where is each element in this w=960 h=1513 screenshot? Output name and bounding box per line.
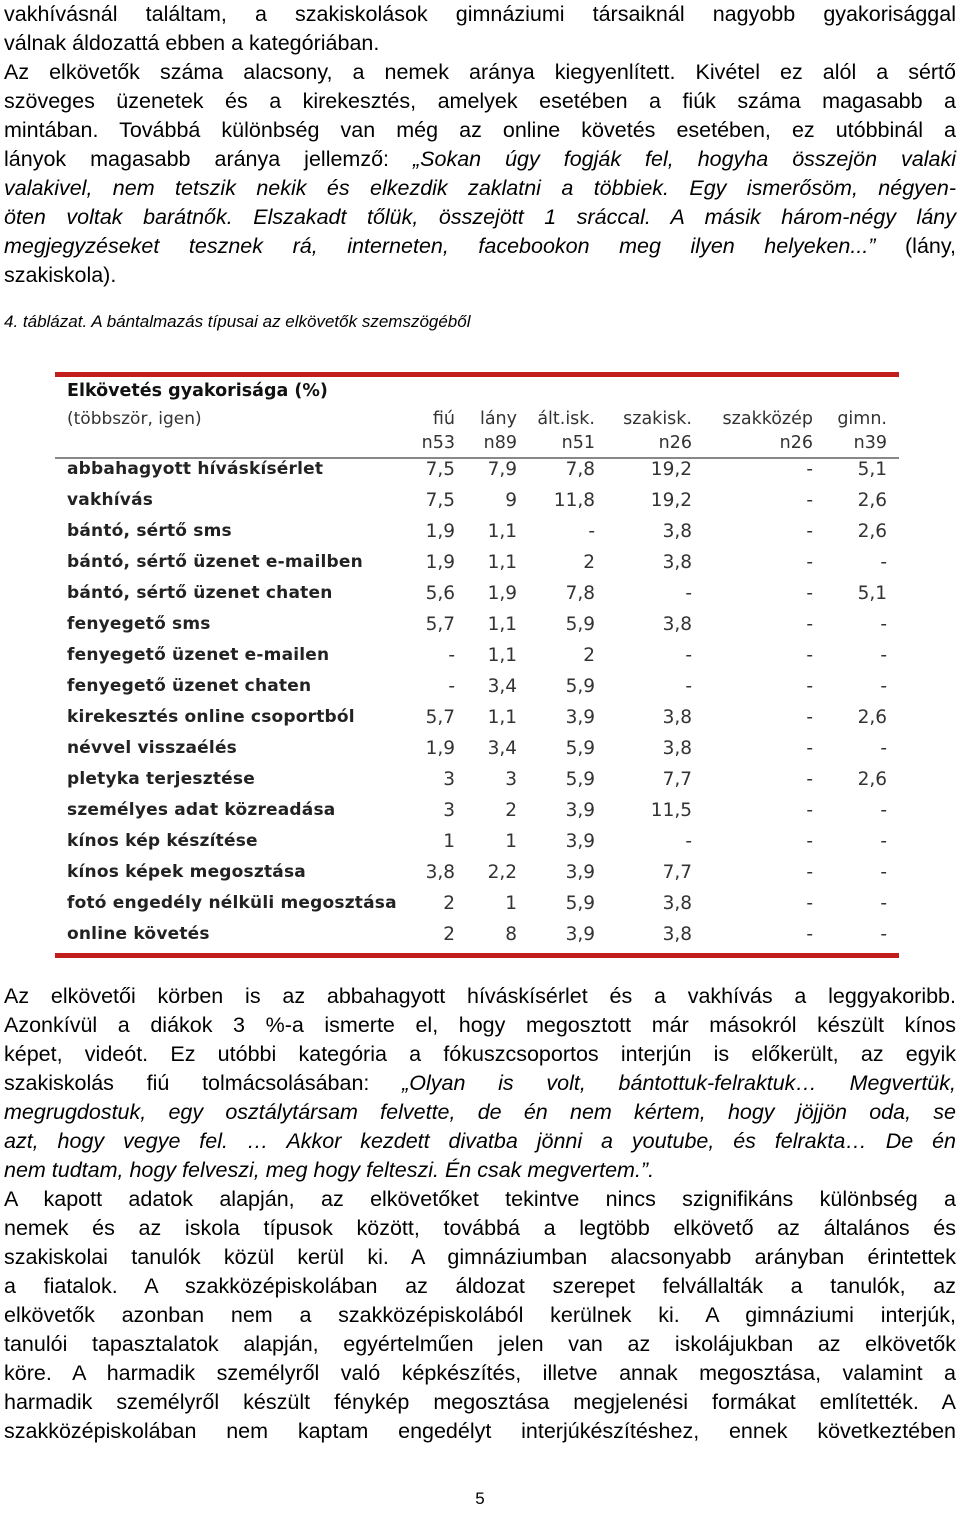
table-cell: 2 (443, 893, 455, 914)
row-label: bántó, sértő üzenet e-mailben (67, 552, 363, 572)
table-cell: 7,7 (662, 862, 692, 883)
table-cell: 8 (505, 924, 517, 945)
text-line (4, 1185, 956, 1214)
table-cell: - (448, 676, 455, 697)
text-run: „Olyan is volt, bántottuk-felraktuk… Megvertük, (402, 1071, 956, 1095)
text-run: nemek és az iskola típusok között, továbbá a legtöbb elkövető az általános és (4, 1216, 956, 1240)
table-cell: 1 (505, 831, 517, 852)
table-cell: 1,1 (487, 645, 517, 666)
table-cell: 2,6 (857, 769, 887, 790)
table-cell: 1 (443, 831, 455, 852)
text-run: tanulói tapasztalatok alapján, egyértelműen jelen van az iskolájukban az elkövetők (4, 1332, 956, 1356)
text-run: mintában. Továbbá különbség van még az online követés esetében, ez utóbbinál a (4, 118, 956, 142)
table-cell: 2,6 (857, 707, 887, 728)
table-cell: - (880, 552, 887, 573)
text-line (4, 1098, 956, 1127)
column-header: ált.isk. (537, 409, 595, 429)
table-cell: - (806, 800, 813, 821)
table-cell: - (880, 800, 887, 821)
text-run: képet, videót. Ez utóbbi kategória a fókuszcsoportos interjún is előkerült, az egyik (4, 1042, 956, 1066)
text-run: valakivel, nem tetszik nekik és elkezdik zaklatni a többiek. Egy ismerősöm, négyen- (4, 176, 956, 200)
column-n: n51 (561, 433, 595, 453)
table-cell: 3 (505, 769, 517, 790)
table-cell: - (880, 645, 887, 666)
table-cell: 1,9 (487, 583, 517, 604)
text-line (4, 1417, 956, 1446)
text-run: szakiskola). (4, 263, 117, 287)
table-cell: - (806, 893, 813, 914)
table-cell: - (806, 490, 813, 511)
table-cell: - (880, 738, 887, 759)
text-run: köre. A harmadik személyről való képkészítés, illetve annak megosztása, valamint a (4, 1361, 956, 1385)
table-cell: 1,9 (425, 552, 455, 573)
table-cell: - (806, 459, 813, 480)
table-cell: 3,8 (662, 738, 692, 759)
column-n: n26 (779, 433, 813, 453)
text-line (4, 29, 956, 58)
table-cell: 1,1 (487, 614, 517, 635)
table-cell: 5,9 (565, 614, 595, 635)
text-run: megrugdostuk, egy osztálytársam felvette, de én nem kértem, hogy jöjjön oda, se (4, 1100, 956, 1124)
data-table (55, 372, 899, 958)
text-line (4, 1156, 956, 1185)
table-cell: 5,1 (857, 459, 887, 480)
text-run: öten voltak barátnők. Elszakadt tőlük, összejött 1 sráccal. A másik három-négy lány (4, 205, 956, 229)
table-cell: - (685, 676, 692, 697)
table-cell: - (806, 583, 813, 604)
table-cell: 3,8 (662, 924, 692, 945)
table-cell: 1,9 (425, 738, 455, 759)
column-n: n26 (658, 433, 692, 453)
table-cell: 19,2 (650, 459, 692, 480)
row-label: pletyka terjesztése (67, 769, 255, 789)
row-label: személyes adat közreadása (67, 800, 336, 820)
table-row (55, 890, 899, 921)
table-cell: - (880, 676, 887, 697)
text-line (4, 145, 956, 174)
text-run: megjegyzéseket tesznek rá, interneten, facebookon meg ilyen helyeken...” (4, 234, 906, 258)
text-line (4, 174, 956, 203)
table-cell: - (806, 676, 813, 697)
table-row (55, 580, 899, 611)
text-line (4, 261, 956, 290)
page-number: 5 (475, 1489, 485, 1508)
column-header: lány (479, 409, 517, 429)
text-line (4, 982, 956, 1011)
table-cell: 3,9 (565, 800, 595, 821)
text-run: Az elkövetők száma alacsony, a nemek aránya kiegyenlített. Kivétel ez alól a sértő (4, 60, 956, 84)
table-cell: 5,9 (565, 893, 595, 914)
text-line (4, 1272, 956, 1301)
table-row (55, 921, 899, 952)
text-run: lányok magasabb aránya jellemző: (4, 147, 413, 171)
table-cell: 5,1 (857, 583, 887, 604)
text-line (4, 1214, 956, 1243)
table-cell: - (806, 924, 813, 945)
column-header: fiú (432, 409, 455, 429)
table-cell: 5,9 (565, 738, 595, 759)
table-cell: - (685, 645, 692, 666)
table-cell: 3,9 (565, 924, 595, 945)
table-cell: - (880, 924, 887, 945)
text-run: elkövetők azonban nem a szakközépiskolából kerülnek ki. A gimnáziumi interjúk, (4, 1303, 956, 1327)
table-cell: 5,9 (565, 676, 595, 697)
table-cell: - (806, 831, 813, 852)
table-cell: 2 (583, 645, 595, 666)
row-label: abbahagyott híváskísérlet (67, 459, 324, 479)
row-label: fenyegető üzenet chaten (67, 676, 312, 696)
table-cell: 19,2 (650, 490, 692, 511)
table-cell: 3,8 (425, 862, 455, 883)
row-label: vakhívás (67, 490, 154, 510)
text-run: azt, hogy vegye fel. … Akkor kezdett divatba jönni a youtube, és felrakta… De én (4, 1129, 956, 1153)
row-label: névvel visszaélés (67, 738, 237, 758)
table-row (55, 487, 899, 518)
table-cell: 11,8 (553, 490, 595, 511)
table-cell: 3,9 (565, 862, 595, 883)
table-cell: - (685, 831, 692, 852)
table-row (55, 735, 899, 766)
table-cell: 5,6 (425, 583, 455, 604)
table-row (55, 859, 899, 890)
text-run: Azonkívül a diákok 3 %-a ismerte el, hogy megosztott már másokról készült kínos (4, 1013, 956, 1037)
table-cell: 3,8 (662, 707, 692, 728)
text-line (4, 1011, 956, 1040)
table-row (55, 611, 899, 642)
text-line (4, 1127, 956, 1156)
table-cell: 7,5 (425, 490, 455, 511)
row-label: fotó engedély nélküli megosztása (67, 893, 397, 913)
table-cell: - (806, 645, 813, 666)
row-label: kínos képek megosztása (67, 862, 306, 882)
text-line (4, 87, 956, 116)
text-run: nem tudtam, hogy felveszi, meg hogy felteszi. Én csak megvertem.”. (4, 1158, 655, 1182)
column-n: n39 (853, 433, 887, 453)
table-cell: 7,5 (425, 459, 455, 480)
text-line (4, 1069, 956, 1098)
table-cell: - (588, 521, 595, 542)
table-cell: - (880, 862, 887, 883)
text-run: a fiatalok. A szakközépiskolában az áldozat szerepet felvállalták a tanulók, az (4, 1274, 956, 1298)
table-cell: 3,4 (487, 676, 517, 697)
text-line (4, 58, 956, 87)
table-cell: 7,8 (565, 583, 595, 604)
table-cell: 5,7 (425, 707, 455, 728)
table-top-border (55, 372, 899, 377)
table-row (55, 642, 899, 673)
text-line (4, 116, 956, 145)
text-run: Az elkövetői körben is az abbahagyott híváskísérlet és a vakhívás a leggyakoribb. (4, 984, 956, 1008)
table-bottom-border (55, 953, 899, 958)
table-cell: 3,9 (565, 707, 595, 728)
column-n: n53 (421, 433, 455, 453)
table-cell: 3,8 (662, 614, 692, 635)
column-n: n89 (483, 433, 517, 453)
table-cell: 2 (505, 800, 517, 821)
text-line (4, 0, 956, 29)
table-row (55, 673, 899, 704)
table-cell: 2,6 (857, 521, 887, 542)
table-cell: 2 (443, 924, 455, 945)
table-cell: - (880, 614, 887, 635)
table-row (55, 518, 899, 549)
table-cell: 1 (505, 893, 517, 914)
table-cell: 3 (443, 800, 455, 821)
table-cell: - (806, 769, 813, 790)
table-row (55, 704, 899, 735)
table-subtitle: (többször, igen) (67, 409, 202, 429)
column-header: gimn. (837, 409, 887, 429)
row-label: kirekesztés online csoportból (67, 707, 355, 727)
table-cell: - (806, 707, 813, 728)
text-run: A kapott adatok alapján, az elkövetőket tekintve nincs szignifikáns különbség a (4, 1187, 956, 1211)
paragraph-1 (4, 0, 956, 290)
text-line (4, 1330, 956, 1359)
table-cell: 5,9 (565, 769, 595, 790)
row-label: kínos kép készítése (67, 831, 258, 851)
row-label: online követés (67, 924, 210, 944)
text-run: szöveges üzenetek és a kirekesztés, amelyek esetében a fiúk száma magasabb a (4, 89, 956, 113)
table-cell: 3,9 (565, 831, 595, 852)
table-cell: 1,1 (487, 521, 517, 542)
table-cell: 3 (443, 769, 455, 790)
table-cell: 3,8 (662, 552, 692, 573)
text-line (4, 1040, 956, 1069)
table-cell: 9 (505, 490, 517, 511)
table-cell: - (806, 738, 813, 759)
table-cell: - (806, 521, 813, 542)
row-label: fenyegető üzenet e-mailen (67, 645, 330, 665)
table-cell: 1,1 (487, 552, 517, 573)
table-cell: - (880, 893, 887, 914)
text-run: „Sokan úgy fogják fel, hogyha összejön valaki (413, 147, 956, 171)
table-cell: - (880, 831, 887, 852)
table-cell: - (806, 862, 813, 883)
table-cell: 5,7 (425, 614, 455, 635)
table-cell: 7,9 (487, 459, 517, 480)
table-cell: 2,6 (857, 490, 887, 511)
table-cell: - (806, 614, 813, 635)
text-run: (lány, (905, 234, 956, 258)
paragraph-2 (4, 982, 956, 1446)
table-cell: 1,1 (487, 707, 517, 728)
text-line (4, 1388, 956, 1417)
text-run: harmadik személyről készült fénykép megosztása megjelenési formákat említették. A (4, 1390, 956, 1414)
table-cell: 2 (583, 552, 595, 573)
text-run: vakhívásnál találtam, a szakiskolások gimnáziumi társaiknál nagyobb gyakorisággal (4, 2, 956, 26)
table-row (55, 456, 899, 487)
table-title: Elkövetés gyakorisága (%) (67, 381, 328, 401)
row-label: bántó, sértő üzenet chaten (67, 583, 333, 603)
text-run: válnak áldozattá ebben a kategóriában. (4, 31, 380, 55)
table-cell: 3,8 (662, 521, 692, 542)
table-cell: 2,2 (487, 862, 517, 883)
text-line (4, 1359, 956, 1388)
text-run: szakiskolai tanulók közül kerül ki. A gimnáziumban alacsonyabb arányban érintettek (4, 1245, 956, 1269)
table-cell: 3,4 (487, 738, 517, 759)
text-line (4, 1243, 956, 1272)
column-header: szakisk. (623, 409, 692, 429)
table-row (55, 797, 899, 828)
text-line (4, 232, 956, 261)
table-cell: 1,9 (425, 521, 455, 542)
text-run: szakiskolás fiú tolmácsolásában: (4, 1071, 403, 1095)
table-cell: 7,8 (565, 459, 595, 480)
text-line (4, 1301, 956, 1330)
table-row (55, 766, 899, 797)
table-cell: 7,7 (662, 769, 692, 790)
table-cell: - (685, 583, 692, 604)
table-row (55, 828, 899, 859)
row-label: bántó, sértő sms (67, 521, 232, 541)
table-row (55, 549, 899, 580)
column-header: szakközép (722, 409, 813, 429)
text-line (4, 203, 956, 232)
table-cell: - (806, 552, 813, 573)
table-cell: 3,8 (662, 893, 692, 914)
table-cell: 11,5 (650, 800, 692, 821)
text-run: szakközépiskolában nem kaptam engedélyt interjúkészítéshez, ennek következtében (4, 1419, 956, 1443)
table-caption: 4. táblázat. A bántalmazás típusai az elkövetők szemszögéből (4, 312, 471, 331)
row-label: fenyegető sms (67, 614, 211, 634)
table-cell: - (448, 645, 455, 666)
